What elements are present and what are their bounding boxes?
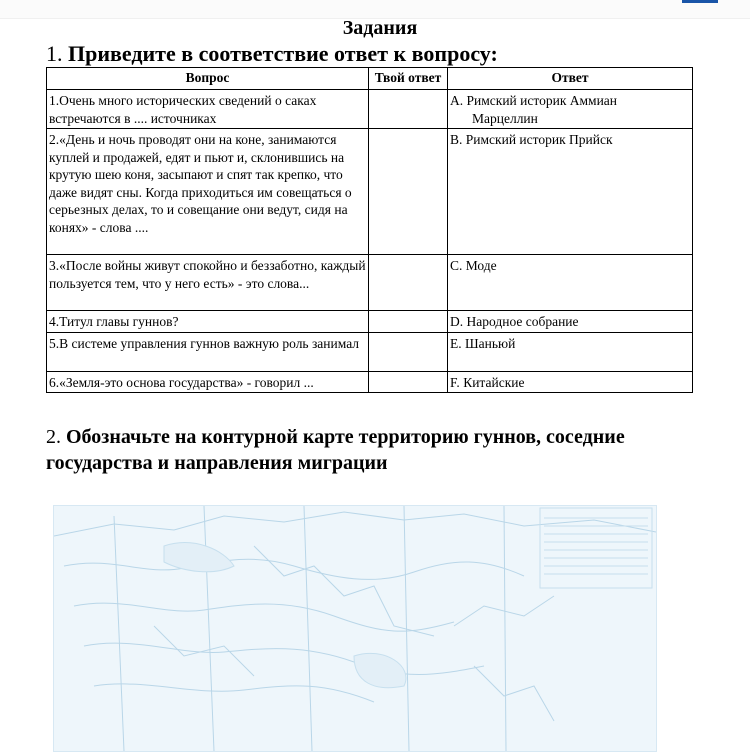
your-answer-cell[interactable]: [369, 371, 448, 393]
question-cell: 6.«Земля-это основа государства» - говорил ...: [47, 371, 369, 393]
answer-text: Китайские: [463, 374, 525, 390]
answer-text: Римский историк Аммиан: [466, 93, 618, 108]
answer-letter: C.: [450, 258, 463, 273]
answer-text: Римский историк Прийск: [465, 132, 613, 147]
your-answer-cell[interactable]: [369, 90, 448, 129]
contour-map-drawing: [54, 506, 656, 751]
answer-text-continued: Марцеллин: [472, 110, 538, 126]
table-row: [47, 311, 693, 333]
task2-number: 2.: [46, 426, 61, 448]
your-answer-cell[interactable]: [369, 129, 448, 255]
task1-number: 1.: [46, 41, 63, 66]
contour-map: [53, 505, 657, 752]
matching-table: [46, 67, 693, 393]
task1-title: [46, 41, 498, 67]
answer-cell: [448, 90, 693, 129]
answer-cell: [448, 311, 693, 333]
answer-letter: B.: [450, 132, 463, 147]
answer-letter: A.: [450, 93, 464, 108]
table-row: [47, 332, 693, 371]
question-cell: 1.Очень много исторических сведений о саках встречаются в .... источниках: [47, 90, 369, 129]
answer-text: Народное собрание: [466, 314, 579, 329]
answer-letter: F.: [450, 374, 460, 390]
your-answer-cell[interactable]: [369, 255, 448, 311]
column-header-question: Вопрос: [47, 68, 369, 90]
column-header-answer: Ответ: [448, 68, 693, 90]
table-row: [47, 255, 693, 311]
task2-title-text: Обозначьте на контурной карте территорию гуннов, соседние государства и направления миграции: [46, 426, 625, 474]
answer-text: Шаньюй: [465, 335, 516, 351]
table-row: [47, 90, 693, 129]
answer-letter: E.: [450, 335, 462, 351]
table-row: [47, 129, 693, 255]
answer-cell: [448, 255, 693, 311]
answer-cell: [448, 371, 693, 393]
your-answer-cell[interactable]: [369, 332, 448, 371]
task2-title: [46, 424, 736, 476]
answer-letter: D.: [450, 314, 464, 329]
question-cell: 2.«День и ночь проводят они на коне, занимаются куплей и продажей, едят и пьют и, склонившись на крутую шею коня, засыпают и спят так крепко, что даже видят сны. Когда приходиться им совещаться о серьезных делах, то и совещание они ведут, сидя на конях» - слова ....: [47, 129, 369, 255]
question-cell: 5.В системе управления гуннов важную роль занимал: [47, 332, 369, 371]
task1-title-text: Приведите в соответствие ответ к вопросу:: [68, 41, 498, 66]
answer-text: Моде: [465, 258, 497, 273]
toolbar-button[interactable]: [682, 0, 718, 3]
question-cell: 3.«После войны живут спокойно и беззаботно, каждый пользуется тем, что у него есть» - это слова...: [47, 255, 369, 311]
answer-cell: [448, 129, 693, 255]
table-row: [47, 371, 693, 393]
question-cell: 4.Титул главы гуннов?: [47, 311, 369, 333]
your-answer-cell[interactable]: [369, 311, 448, 333]
table-header-row: [47, 68, 693, 90]
page-heading: Задания: [342, 17, 418, 39]
answer-cell: [448, 332, 693, 371]
column-header-your-answer: Твой ответ: [369, 68, 448, 90]
